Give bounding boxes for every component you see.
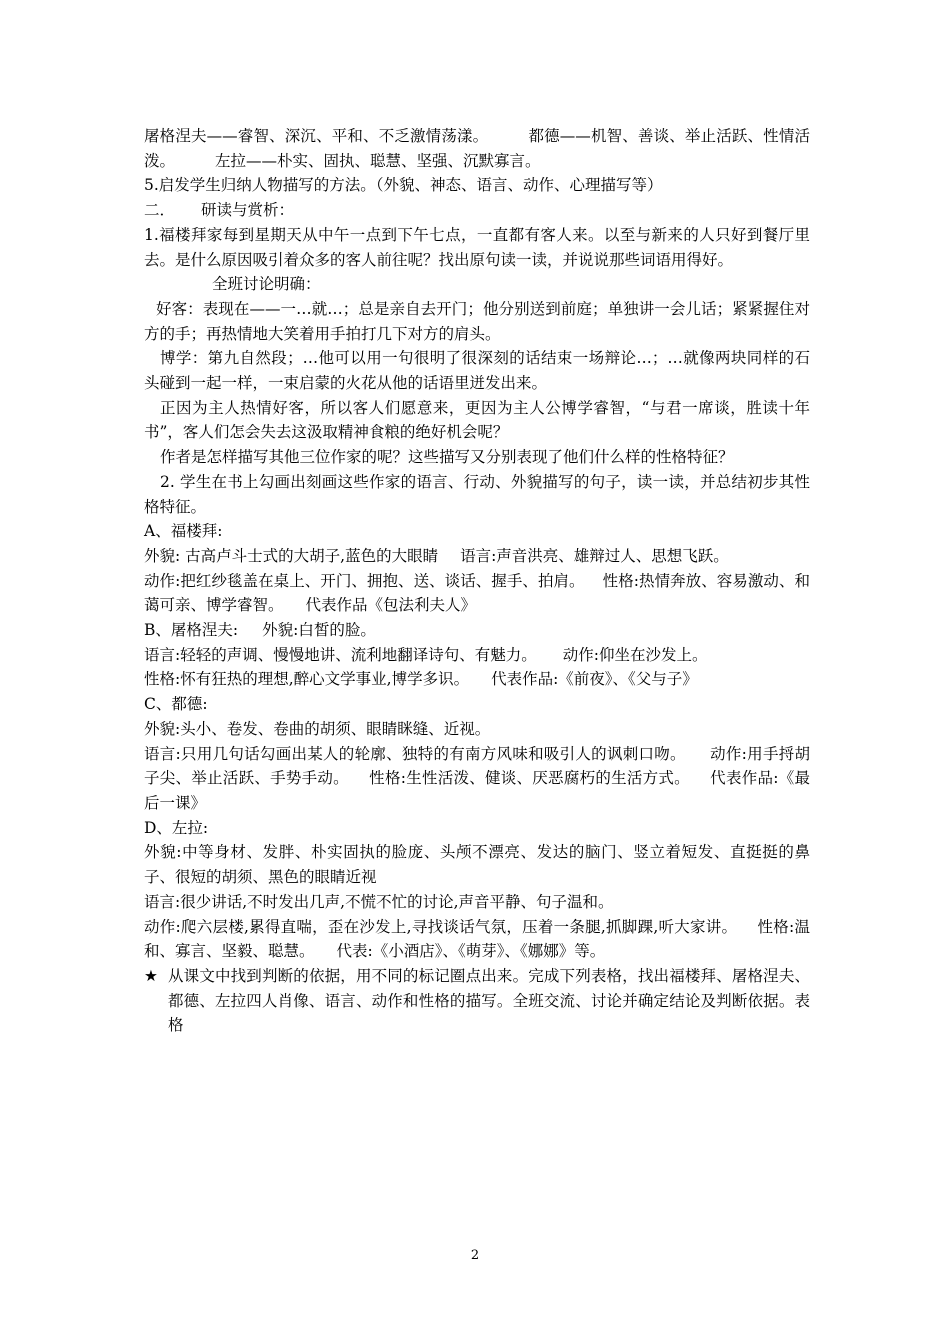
flaubert-action (144, 569, 810, 618)
daudet-language-text: 语言:只用几句话勾画出某人的轮廓、独特的有南方风味和吸引人的讽刺口吻。 (144, 744, 686, 763)
section-number: 二． (144, 201, 176, 220)
paragraph-erudite (144, 346, 810, 395)
paragraph-hospitable (144, 297, 810, 346)
paragraph-other-writers-question (144, 445, 810, 470)
task-instruction-text: 从课文中找到判断的依据，用不同的标记圈点出来。完成下列表格，找出福楼拜、屠格涅夫、都德、左拉四人肖像、语言、动作和性格的描写。全班交流、讨论并确定结论及判断依据。表格 (168, 966, 810, 1035)
flaubert-appearance (144, 544, 810, 569)
daudet-action-text: 动作:用手捋胡子尖、举止活跃、手势手动。 (144, 744, 810, 788)
zola-works-text: 代表:《小酒店》、《萌芽》、《娜娜》等。 (336, 942, 606, 961)
zola-action-text: 动作:爬六层楼,累得直喘，歪在沙发上,寻找谈话气氛，压着一条腿,抓脚踝,听大家讲。 (144, 917, 738, 936)
section-heading-reading (144, 198, 810, 223)
hospitable-text: 好客：表现在——一…就…；总是亲自去开门；他分别送到前庭；单独讲一会儿话；紧紧握住对方的手；再热情地大笑着用手拍打几下对方的肩头。 (144, 299, 810, 343)
conclusion-text: 正因为主人热情好客，所以客人们愿意来，更因为主人公博学睿智，“与君一席谈，胜读十年书”，客人们怎会失去这汲取精神食粮的绝好机会呢？ (144, 398, 810, 442)
other-writers-question-text: 作者是怎样描写其他三位作家的呢？这些描写又分别表现了他们什么样的性格特征？ (160, 448, 734, 467)
summary-daudet: 都德——机智、善谈、举止活跃、性情活泼。 (144, 127, 810, 170)
summary-turgenev: 屠格涅夫——睿智、深沉、平和、不乏激情荡漾。 (144, 127, 489, 145)
daudet-appearance-text: 外貌:头小、卷发、卷曲的胡须、眼睛眯缝、近视。 (144, 719, 491, 738)
turgenev-works-text: 代表作品:《前夜》、《父与子》 (491, 670, 698, 689)
daudet-label: C、都德: (144, 695, 208, 714)
discussion-heading (144, 272, 810, 297)
daudet-language (144, 742, 810, 816)
heading-flaubert (144, 519, 810, 544)
summary-zola: 左拉——朴实、固执、聪慧、坚强、沉默寡言。 (215, 151, 541, 170)
task-instruction (144, 964, 810, 1038)
zola-appearance (144, 840, 810, 889)
zola-appearance-text: 外貌:中等身材、发胖、朴实固执的脸庞、头颅不漂亮、发达的脑门、竖立着短发、直挺挺的鼻子、很短的胡须、黑色的眼睛近视 (144, 843, 810, 887)
question-2-text: 2. 学生在书上勾画出刻画这些作家的语言、行动、外貌描写的句子，读一读，并总结初步其性格特征。 (144, 472, 810, 516)
section-title: 研读与赏析： (201, 201, 295, 220)
paragraph-conclusion (144, 396, 810, 445)
discussion-heading-text: 全班讨论明确： (212, 275, 321, 294)
heading-turgenev (144, 618, 810, 643)
method-summary-text: 5.启发学生归纳人物描写的方法。（外貌、神态、语言、动作、心理描写等） (144, 176, 663, 195)
flaubert-language-text: 语言:声音洪亮、雄辩过人、思想飞跃。 (460, 546, 729, 565)
turgenev-label: B、屠格涅夫: (144, 621, 239, 640)
zola-label: D、左拉: (144, 818, 209, 837)
heading-daudet (144, 692, 810, 717)
paragraph-method-summary (144, 173, 810, 198)
flaubert-appearance-text: 外貌: 古高卢斗士式的大胡子,蓝色的大眼睛 (144, 546, 439, 565)
turgenev-language (144, 643, 810, 668)
heading-zola (144, 816, 810, 841)
daudet-works-text: 代表作品:《最后一课》 (144, 769, 810, 812)
question-1 (144, 223, 810, 272)
turgenev-action-text: 动作:仰坐在沙发上。 (562, 645, 708, 664)
question-2 (144, 470, 810, 519)
flaubert-label: A、福楼拜: (144, 522, 223, 541)
daudet-character-text: 性格:生性活泼、健谈、厌恶腐朽的生活方式。 (368, 769, 690, 788)
turgenev-character-text: 性格:怀有狂热的理想,醉心文学事业,博学多识。 (144, 670, 470, 689)
daudet-appearance (144, 717, 810, 742)
page-number: 2 (470, 1248, 480, 1263)
turgenev-appearance-text: 外貌:白皙的脸。 (262, 621, 376, 640)
zola-language-text: 语言:很少讲话,不时发出几声,不慌不忙的讨论,声音平静、句子温和。 (144, 892, 614, 911)
flaubert-works-text: 代表作品《包法利夫人》 (305, 596, 477, 615)
flaubert-action-text: 动作:把红纱毯盖在桌上、开门、拥抱、送、谈话、握手、拍肩。 (144, 571, 585, 590)
zola-character-text: 性格:温和、寡言、坚毅、聪慧。 (144, 917, 810, 961)
zola-action (144, 915, 810, 964)
document-body (144, 124, 810, 1038)
turgenev-language-text: 语言:轻轻的声调、慢慢地讲、流利地翻译诗句、有魅力。 (144, 645, 537, 664)
paragraph-character-summary (144, 124, 810, 173)
question-1-text: 1.福楼拜家每到星期天从中午一点到下午七点，一直都有客人来。以至与新来的人只好到餐厅里去。是什么原因吸引着众多的客人前往呢？找出原句读一读，并说说那些词语用得好。 (144, 225, 810, 269)
erudite-text: 博学：第九自然段；…他可以用一句很明了很深刻的话结束一场辩论…；…就像两块同样的石头碰到一起一样，一束启蒙的火花从他的话语里迸发出来。 (144, 349, 810, 393)
star-icon: ★ (144, 966, 158, 985)
flaubert-character-text: 性格:热情奔放、容易激动、和蔼可亲、博学睿智。 (144, 571, 810, 615)
turgenev-character (144, 667, 810, 692)
zola-language (144, 890, 810, 915)
